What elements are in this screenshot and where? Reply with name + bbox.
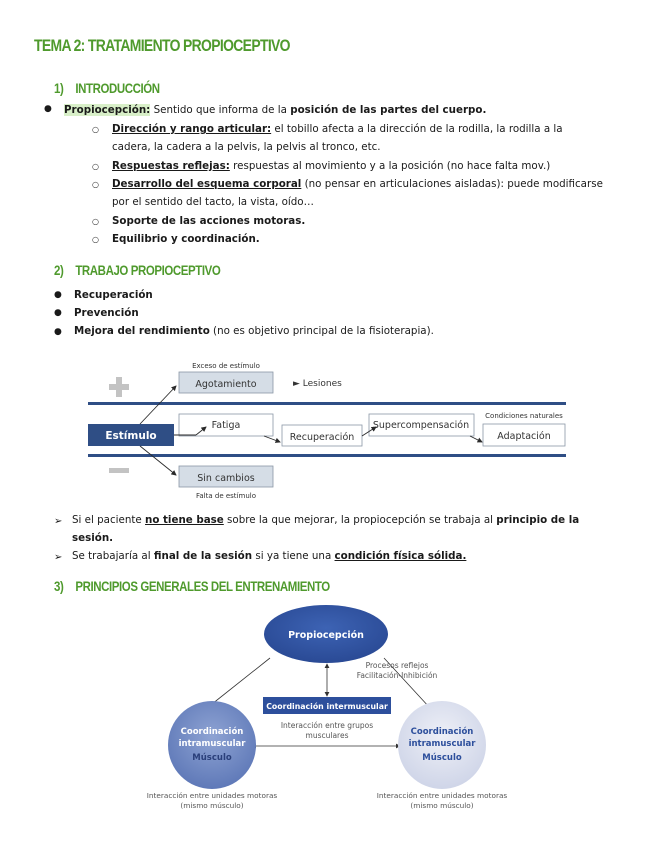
estimulo-label: Estímulo: [105, 430, 157, 442]
interaccion-grupos-label: Interacción entre grupos: [280, 721, 374, 730]
supercompensacion-label: Supercompensación: [372, 420, 470, 431]
circle-bullet-icon: ○: [92, 217, 99, 226]
list-item-recuperacion: Recuperación: [74, 289, 153, 301]
bullet-icon: ●: [54, 327, 62, 337]
note-2-text-b: si ya tiene una: [252, 550, 335, 562]
training-principles-diagram: [0, 600, 655, 840]
arrow-bullet-icon: ➢: [54, 516, 63, 527]
section-3-title: PRINCIPIOS GENERALES DEL ENTRENAMIENTO: [75, 578, 330, 594]
list-item-prevencion: Prevención: [74, 307, 139, 319]
circle-bullet-icon: ○: [92, 162, 99, 171]
note-1-underline: no tiene base: [145, 514, 224, 526]
left-line-1: Coordinación: [180, 727, 244, 737]
subitem-direccion-text: el tobillo afecta a la dirección de la rodilla, la rodilla a la: [271, 123, 563, 135]
minus-icon: [109, 468, 129, 473]
subitem-direccion: [112, 120, 563, 138]
subitem-esquema-term: Desarrollo del esquema corporal: [112, 178, 302, 190]
note-2-text-a: Se trabajaría al: [72, 550, 154, 562]
definition-text: Sentido que informa de la: [150, 104, 291, 116]
note-1-text-a: Si el paciente: [72, 514, 146, 526]
subitem-esquema: [112, 175, 603, 193]
section-2-title: TRABAJO PROPIOCEPTIVO: [75, 262, 221, 278]
note-1-cont: sesión.: [72, 532, 114, 544]
bullet-icon: ●: [54, 290, 62, 300]
subitem-direccion-cont: cadera, la cadera a la pelvis, la pelvis al tronco, etc.: [112, 141, 381, 153]
left-line-2: intramuscular: [178, 739, 246, 749]
line-top-left: [207, 658, 270, 708]
plus-icon: [109, 377, 129, 397]
section-2-heading: [54, 262, 220, 278]
propiocepcion-label: Propiocepción: [288, 630, 364, 641]
right-caption-1: Interacción entre unidades motoras: [376, 791, 508, 800]
section-3-number: 3): [54, 578, 64, 594]
bullet-icon: ●: [54, 308, 62, 318]
condiciones-label: Condiciones naturales: [485, 412, 563, 420]
rendimiento-text: (no es objetivo principal de la fisioterapia).: [209, 325, 434, 337]
sin-cambios-label: Sin cambios: [197, 473, 255, 484]
subitem-soporte: Soporte de las acciones motoras.: [112, 215, 306, 227]
subitem-respuestas-text: respuestas al movimiento y a la posición (no hace falta mov.): [229, 160, 551, 172]
section-1-number: 1): [54, 80, 64, 96]
stimulus-diagram: [0, 350, 655, 510]
subitem-respuestas: [112, 157, 550, 175]
circle-bullet-icon: ○: [92, 235, 99, 244]
subitem-esquema-text: (no pensar en articulaciones aisladas): puede modificarse: [301, 178, 603, 190]
section-3-heading: [54, 578, 330, 594]
section-1-heading: [54, 80, 160, 96]
circle-bullet-icon: ○: [92, 125, 99, 134]
note-2-underline: condición física sólida.: [334, 550, 467, 562]
musculares-label: musculares: [305, 731, 349, 740]
right-line-1: Coordinación: [410, 727, 474, 737]
lesiones-label: ► Lesiones: [293, 379, 342, 389]
definition-bold: posición de las partes del cuerpo.: [290, 104, 487, 116]
bullet-icon: ●: [44, 104, 52, 114]
adaptacion-label: Adaptación: [497, 431, 551, 442]
right-caption-2: (mismo músculo): [410, 801, 474, 810]
note-1-bold: principio de la: [496, 514, 580, 526]
coord-intermuscular-label: Coordinación intermuscular: [266, 702, 388, 711]
fatiga-label: Fatiga: [211, 420, 241, 431]
subitem-direccion-term: Dirección y rango articular:: [112, 123, 272, 135]
note-2-bold: final de la sesión: [153, 550, 253, 562]
note-1: [72, 511, 579, 529]
right-line-3: Músculo: [422, 753, 462, 763]
agotamiento-label: Agotamiento: [195, 379, 257, 390]
circle-bullet-icon: ○: [92, 180, 99, 189]
falta-label: Falta de estímulo: [196, 492, 256, 500]
note-2: [72, 547, 466, 565]
exceso-label: Exceso de estímulo: [192, 362, 260, 370]
left-line-3: Músculo: [192, 753, 232, 763]
subitem-esquema-cont: por el sentido del tacto, la vista, oído…: [112, 196, 314, 208]
propiocepcion-definition: [64, 101, 486, 119]
section-1-title: INTRODUCCIÓN: [75, 80, 160, 96]
left-caption-2: (mismo músculo): [180, 801, 244, 810]
page-title: TEMA 2: TRATAMIENTO PROPIOCEPTIVO: [34, 36, 290, 55]
arrow-bullet-icon: ➢: [54, 552, 63, 563]
term-propiocepcion: Propiocepción:: [64, 104, 151, 116]
subitem-equilibrio: Equilibrio y coordinación.: [112, 233, 260, 245]
subitem-respuestas-term: Respuestas reflejas:: [112, 160, 230, 172]
list-item-rendimiento: [74, 322, 434, 340]
rendimiento-bold: Mejora del rendimiento: [74, 325, 210, 337]
procesos-label: Procesos reflejos: [365, 661, 429, 670]
right-line-2: intramuscular: [408, 739, 476, 749]
bottom-divider: [88, 454, 566, 457]
recuperacion-label: Recuperación: [289, 432, 355, 443]
facilitacion-label: Facilitación-Inhibición: [356, 671, 438, 680]
note-1-text-b: sobre la que mejorar, la propiocepción se trabaja al: [223, 514, 497, 526]
section-2-number: 2): [54, 262, 64, 278]
left-caption-1: Interacción entre unidades motoras: [146, 791, 278, 800]
